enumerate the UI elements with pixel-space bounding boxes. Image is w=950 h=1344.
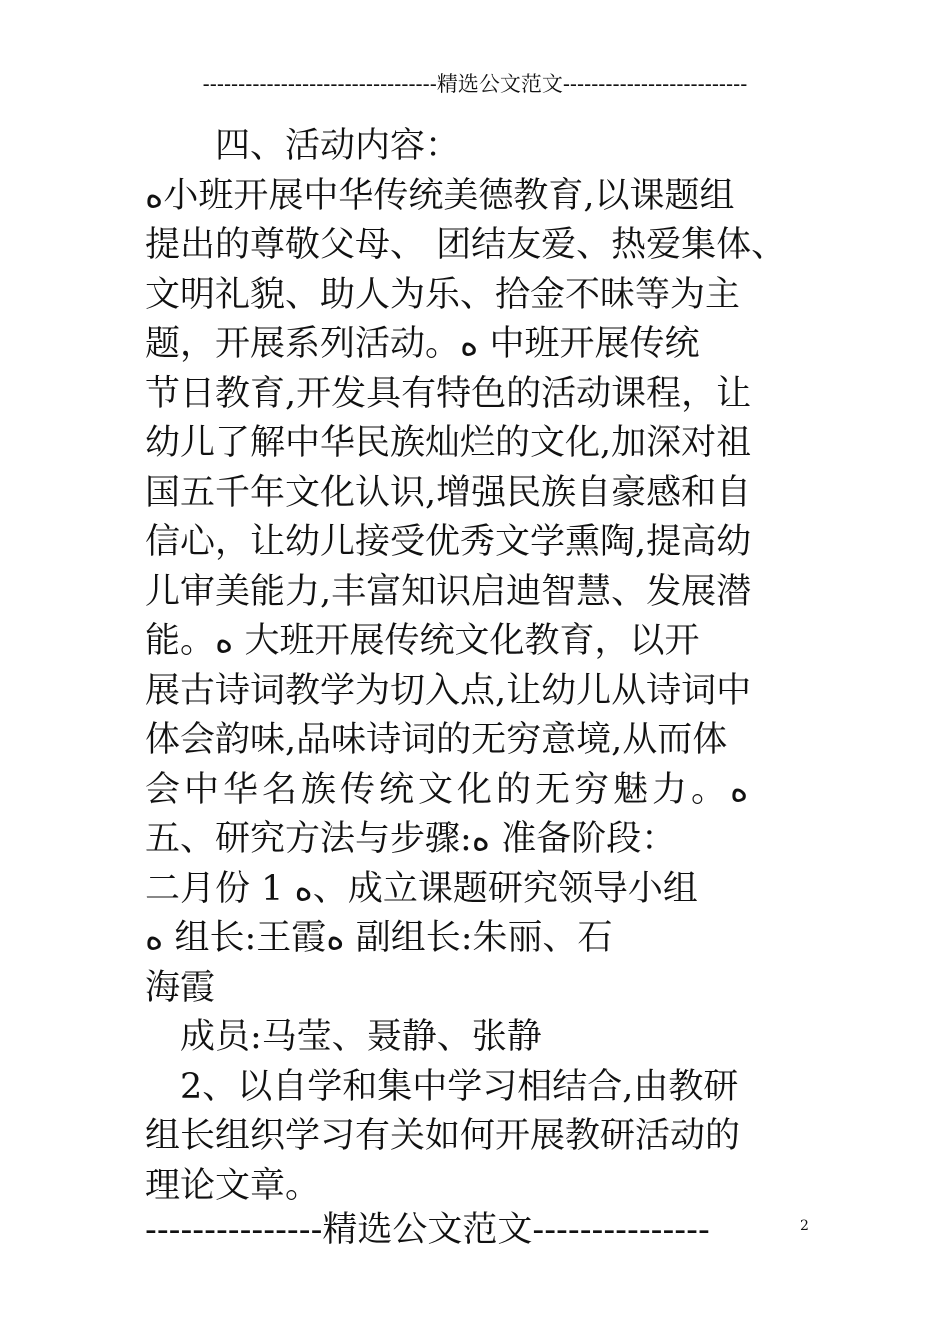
- text-line: 体会韵味,品味诗词的无穷意境,从而体: [145, 720, 728, 760]
- text-line: 提出的尊敬父母、 团结友爱、热爱集体、: [145, 225, 787, 265]
- text-line: 理论文章。: [145, 1165, 321, 1206]
- text-line: 国五千年文化认识,增强民族自豪感和自: [145, 472, 752, 513]
- text-line: 题，开展系列活动。ﻩ 中班开展传统: [145, 324, 700, 364]
- text-line: 组长组织学习有关如何开展教研活动的: [145, 1116, 741, 1156]
- text-line: 二月份 1 ﻩ、成立课题研究领导小组: [145, 868, 698, 909]
- text-line: 信心，让幼儿接受优秀文学熏陶,提高幼: [145, 522, 752, 562]
- text-line: 2、以自学和集中学习相结合,由教研: [145, 1066, 739, 1107]
- text-line: 四、活动内容：: [145, 126, 461, 166]
- text-line: ﻩ小班开展中华传统美德教育,以课题组: [145, 175, 735, 216]
- text-line: 儿审美能力,丰富知识启迪智慧、发展潜: [145, 571, 752, 612]
- text-line: 成员:马莹、聂静、张静: [145, 1017, 542, 1057]
- text-line: 能。ﻩ 大班开展传统文化教育，以开: [145, 621, 700, 661]
- text-line: 节日教育,开发具有特色的活动课程，让: [145, 373, 752, 414]
- text-line: 文明礼貌、助人为乐、拾金不昧等为主: [145, 274, 741, 315]
- document-body: [145, 122, 815, 1211]
- text-line: 会中华名族传统文化的无穷魅力。ﻩ: [145, 769, 749, 810]
- text-line: 五、研究方法与步骤:ﻩ 准备阶段：: [145, 819, 677, 859]
- text-line: 海霞: [145, 967, 216, 1008]
- page-header: ---------------------------------精选公文范文--------------------------: [202, 72, 748, 96]
- text-line: ﻩ 组长:王霞ﻩ 副组长:朱丽、石: [145, 918, 613, 958]
- text-line: 幼儿了解中华民族灿烂的文化,加深对祖: [145, 423, 752, 463]
- text-line: 展古诗词教学为切入点,让幼儿从诗词中: [145, 670, 752, 711]
- page-number: 2: [800, 1218, 809, 1234]
- page-footer: ---------------精选公文范文---------------: [145, 1210, 710, 1250]
